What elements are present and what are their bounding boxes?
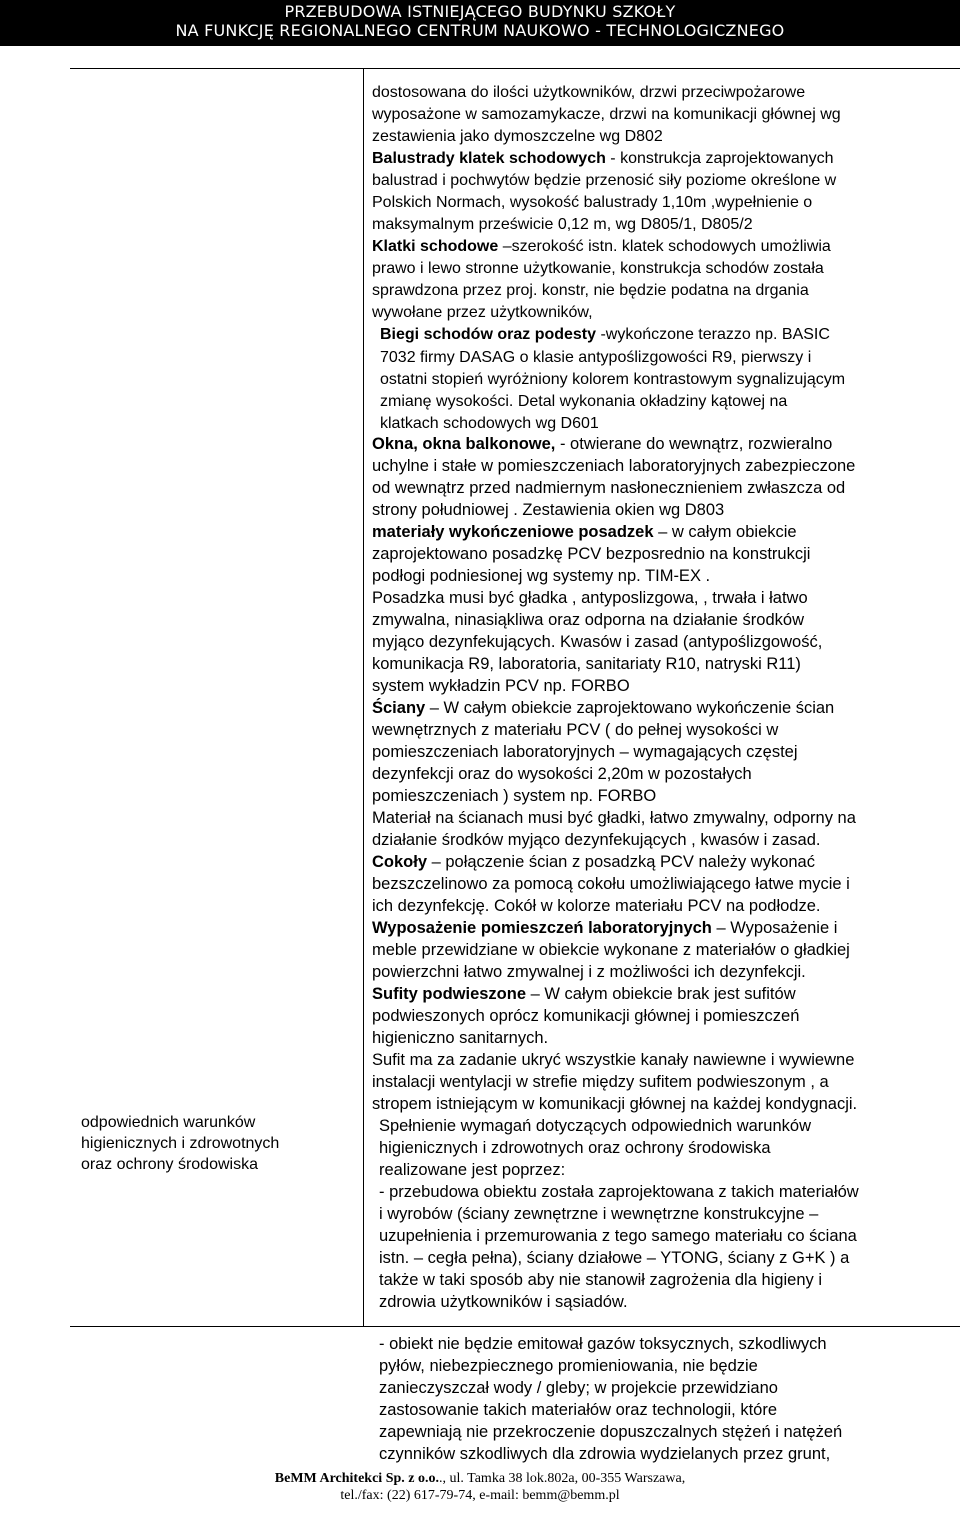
- document-header: [0, 0, 960, 46]
- body-line: strony południowej . Zestawienia okien wg D803: [372, 501, 725, 519]
- body-line: uzupełnienia i przemurowania z tego samego materiału co ściana: [379, 1227, 857, 1245]
- body-line: pomieszczeniach ) system np. FORBO: [372, 787, 657, 805]
- body-line: ich dezynfekcję. Cokół w kolorze materiału PCV na podłodze.: [372, 897, 821, 915]
- body-line: - obiekt nie będzie emitował gazów toksycznych, szkodliwych: [379, 1335, 827, 1353]
- body-line: Sufity podwieszone – W całym obiekcie brak jest sufitów: [372, 985, 796, 1003]
- body-line: Biegi schodów oraz podesty -wykończone terazzo np. BASIC: [380, 326, 830, 343]
- body-line: ostatni stopień wyróżniony kolorem kontrastowym sygnalizującym: [380, 371, 846, 388]
- body-line: zmywalna, ninasiąkliwa oraz odporna na działanie środków: [372, 611, 804, 629]
- body-line: i wyrobów (ściany zewnętrzne i wewnętrzne konstrukcyjne –: [379, 1205, 819, 1223]
- body-line: czynników szkodliwych dla zdrowia wydzielanych przez grunt,: [379, 1445, 831, 1463]
- body-line: system wykładzin PCV np. FORBO: [372, 677, 630, 695]
- heading-posadzki: materiały wykończeniowe posadzek: [372, 523, 654, 541]
- row-divider: [70, 1326, 960, 1327]
- company-address: ., ul. Tamka 38 lok.802a, 00-355 Warszawa,: [439, 1471, 686, 1486]
- footer-contact-line: tel./fax: (22) 617-79-74, e-mail: bemm@bemm.pl: [340, 1488, 620, 1503]
- body-line: zanieczyszczał wody / gleby; w projekcie przewidziano: [379, 1379, 778, 1397]
- body-line: higieniczno sanitarnych.: [372, 1029, 549, 1047]
- body-line: Okna, okna balkonowe, - otwierane do wewnątrz, rozwieralno: [372, 435, 833, 453]
- body-line: myjąco dezynfekujących. Kwasów i zasad (antypoślizgowość,: [372, 633, 823, 651]
- body-line: zdrowia użytkowników i sąsiadów.: [379, 1293, 628, 1311]
- body-line: komunikacja R9, laboratoria, sanitariaty R10, natryski R11): [372, 655, 801, 673]
- body-line: balustrad i pochwytów będzie przenosić siły poziome określone w: [372, 172, 837, 189]
- body-line: higienicznych i zdrowotnych oraz ochrony środowiska: [379, 1139, 771, 1157]
- body-line: podłogi podniesionej wg systemy np. TIM-EX .: [372, 567, 711, 585]
- body-line: 7032 firmy DASAG o klasie antypoślizgowości R9, pierwszy i: [380, 349, 812, 366]
- body-line: Spełnienie wymagań dotyczących odpowiednich warunków: [379, 1117, 811, 1135]
- body-line: dostosowana do ilości użytkowników, drzwi przeciwpożarowe: [372, 84, 806, 101]
- heading-biegi: Biegi schodów oraz podesty: [380, 326, 597, 343]
- body-line: klatkach schodowych wg D601: [380, 415, 599, 432]
- body-line: od wewnątrz przed nadmiernym nasłonecznieniem zwłaszcza od: [372, 479, 846, 497]
- column-divider: [363, 69, 364, 1326]
- body-line: materiały wykończeniowe posadzek – w całym obiekcie: [372, 523, 797, 541]
- body-line: powierzchni łatwo zmywalnej i z możliwości ich dezynfekcji.: [372, 963, 806, 981]
- body-line: wewnętrznych z materiału PCV ( do pełnej wysokości w: [372, 721, 779, 739]
- table-top-border: [70, 68, 960, 69]
- body-line: Sufit ma za zadanie ukryć wszystkie kanały nawiewne i wywiewne: [372, 1051, 855, 1069]
- body-line: dezynfekcji oraz do wysokości 2,20m w pozostałych: [372, 765, 752, 783]
- body-line: - przebudowa obiektu została zaprojektowana z takich materiałów: [379, 1183, 859, 1201]
- body-line: Cokoły – połączenie ścian z posadzką PCV należy wykonać: [372, 853, 815, 871]
- body-line: Polskich Normach, wysokość balustrady 1,10m ,wypełnienie o: [372, 194, 813, 211]
- heading-balustrady: Balustrady klatek schodowych: [372, 150, 606, 167]
- body-line: zastosowanie takich materiałów oraz technologii, które: [379, 1401, 778, 1419]
- heading-wyposazenie: Wyposażenie pomieszczeń laboratoryjnych: [372, 919, 712, 937]
- heading-okna: Okna, okna balkonowe,: [372, 435, 556, 453]
- body-line: Ściany – W całym obiekcie zaprojektowano wykończenie ścian: [372, 699, 835, 717]
- body-line: zapewniają nie przekroczenie dopuszczalnych stężeń i natężeń: [379, 1423, 843, 1441]
- body-line: podwieszonych oprócz komunikacji głównej i pomieszczeń: [372, 1007, 800, 1025]
- body-line: wyposażone w samozamykacze, drzwi na komunikacji głównej wg: [372, 106, 841, 123]
- body-line: pyłów, niebezpiecznego promieniowania, nie będzie: [379, 1357, 758, 1375]
- body-line: instalacji wentylacji w strefie między sufitem podwieszonym , a: [372, 1073, 829, 1091]
- heading-sufity: Sufity podwieszone: [372, 985, 527, 1003]
- body-line: zmianę wysokości. Detal wykonania okładziny kątowej na: [380, 393, 788, 410]
- body-line: sprawdzona przez proj. konstr, nie będzie podatna na drgania: [372, 282, 809, 299]
- sidebar-line: odpowiednich warunków: [81, 1114, 256, 1131]
- sidebar-line: oraz ochrony środowiska: [81, 1156, 258, 1173]
- heading-cokoly: Cokoły: [372, 853, 428, 871]
- body-line: także w taki sposób aby nie stanowił zagrożenia dla higieny i: [379, 1271, 823, 1289]
- body-line: bezszczelinowo za pomocą cokołu umożliwiającego łatwe mycie i: [372, 875, 850, 893]
- body-line: uchylne i stałe w pomieszczeniach laboratoryjnych zabezpieczone: [372, 457, 856, 475]
- body-line: Balustrady klatek schodowych - konstrukcja zaprojektowanych: [372, 150, 834, 167]
- sidebar-line: higienicznych i zdrowotnych: [81, 1135, 280, 1152]
- body-line: zestawienia jako dymoszczelne wg D802: [372, 128, 663, 145]
- body-line: maksymalnym prześwicie 0,12 m, wg D805/1, D805/2: [372, 216, 753, 233]
- header-title-line1: PRZEBUDOWA ISTNIEJĄCEGO BUDYNKU SZKOŁY: [284, 2, 676, 21]
- body-line: stropem istniejącym w komunikacji głównej na każdej kondygnacji.: [372, 1095, 858, 1113]
- page-footer: [0, 1470, 960, 1504]
- body-line: istn. – cegła pełna), ściany działowe – YTONG, ściany z G+K ) a: [379, 1249, 850, 1267]
- company-name: BeMM Architekci Sp. z o.o.: [274, 1471, 439, 1486]
- header-title-line2: NA FUNKCJĘ REGIONALNEGO CENTRUM NAUKOWO - TECHNOLOGICZNEGO: [175, 21, 785, 40]
- sidebar-section-label: [81, 1112, 361, 1175]
- heading-klatki: Klatki schodowe: [372, 238, 499, 255]
- body-line: prawo i lewo stronne użytkowanie, konstrukcja schodów została: [372, 260, 824, 277]
- body-line: działanie środków myjąco dezynfekujących , kwasów i zasad.: [372, 831, 821, 849]
- body-line: Wyposażenie pomieszczeń laboratoryjnych – Wyposażenie i: [372, 919, 838, 937]
- body-line: meble przewidziane w obiekcie wykonane z materiałów o gładkiej: [372, 941, 850, 959]
- footer-address-line: [0, 1470, 960, 1487]
- body-line: zaprojektowano posadzkę PCV bezposrednio na konstrukcji: [372, 545, 811, 563]
- body-line: wywołane przez użytkowników,: [372, 304, 593, 321]
- heading-sciany: Ściany: [372, 699, 426, 717]
- body-line: Posadzka musi być gładka , antyposlizgowa, , trwała i łatwo: [372, 589, 808, 607]
- body-line: realizowane jest poprzez:: [379, 1161, 566, 1179]
- body-line: Klatki schodowe –szerokość istn. klatek schodowych umożliwia: [372, 238, 831, 255]
- body-line: Materiał na ścianach musi być gładki, łatwo zmywalny, odporny na: [372, 809, 856, 827]
- body-line: pomieszczeniach laboratoryjnych – wymagających częstej: [372, 743, 798, 761]
